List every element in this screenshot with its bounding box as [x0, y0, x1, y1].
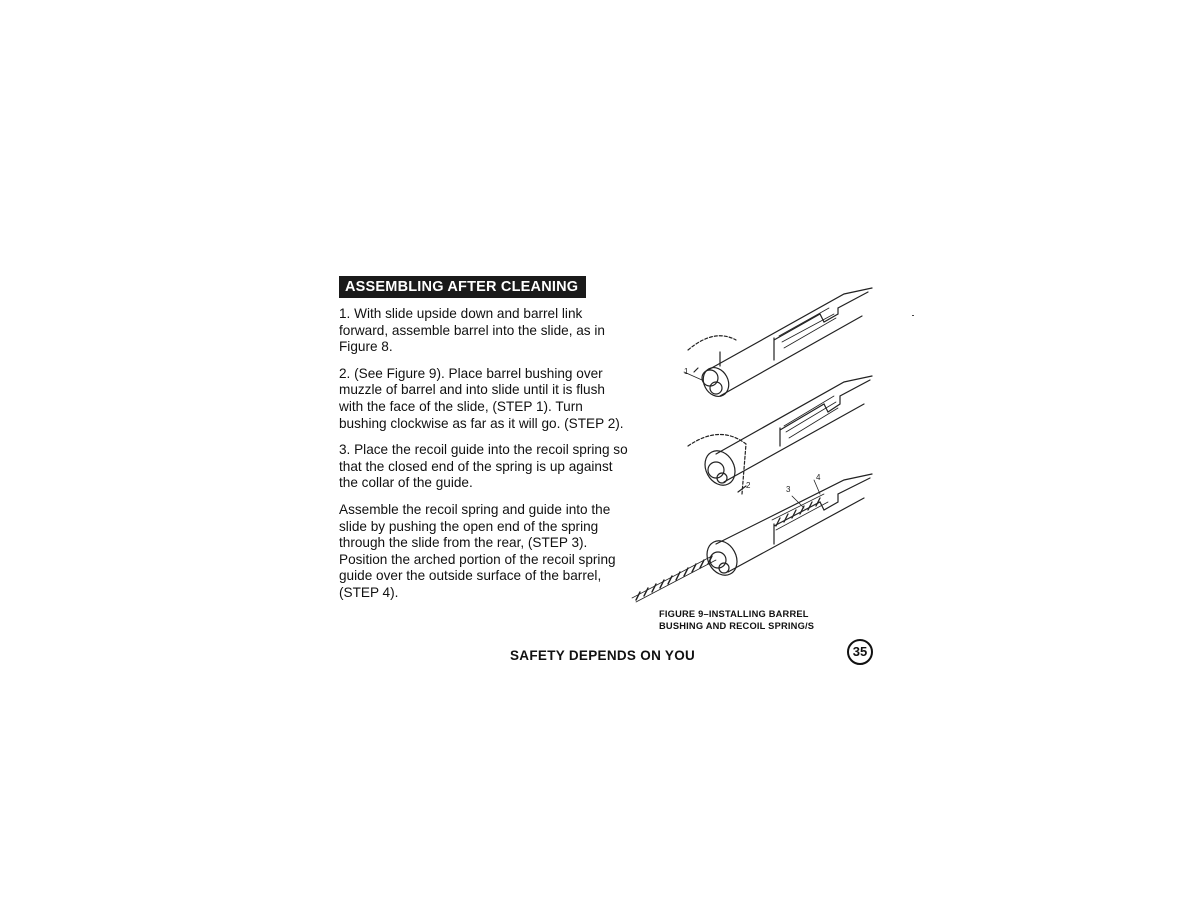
footer-slogan: SAFETY DEPENDS ON YOU — [510, 648, 696, 663]
paragraph-step-3: 3. Place the recoil guide into the recoil spring so that the closed end of the spring is up against the collar of the guide. — [339, 442, 628, 491]
section-heading: ASSEMBLING AFTER CLEANING — [339, 276, 586, 298]
figure-panel-step-1 — [684, 288, 872, 401]
paragraph-step-2: 2. (See Figure 9). Place barrel bushing over muzzle of barrel and into slide until it is flush with the face of the slide, (STEP 1). Turn bushing clockwise as far as it will go. (STEP 2). — [339, 365, 624, 431]
step-label-3: 3 — [786, 485, 791, 494]
figure-panel-step-3-4 — [632, 474, 872, 602]
step-label-2: 2 — [746, 481, 751, 490]
scan-speck — [912, 315, 914, 316]
paragraph-step-1: 1. With slide upside down and barrel link forward, assemble barrel into the slide, as in Figure 8. — [339, 306, 605, 355]
figure-caption — [659, 608, 814, 632]
figure-9-illustration — [624, 268, 876, 614]
figure-caption-line-2: BUSHING AND RECOIL SPRING/S — [659, 621, 815, 631]
page-number: 35 — [847, 639, 873, 665]
figure-caption-line-1: FIGURE 9–INSTALLING BARREL — [659, 609, 809, 619]
instructions-body — [339, 306, 631, 612]
paragraph-assemble: Assemble the recoil spring and guide into the slide by pushing the open end of the spring through the slide from the rear, (STEP 3). Position the arched portion of the recoil spring guide over the outside surface of the barrel, (STEP 4). — [339, 501, 616, 600]
step-label-4: 4 — [816, 473, 821, 482]
step-label-1: 1 — [684, 367, 689, 376]
